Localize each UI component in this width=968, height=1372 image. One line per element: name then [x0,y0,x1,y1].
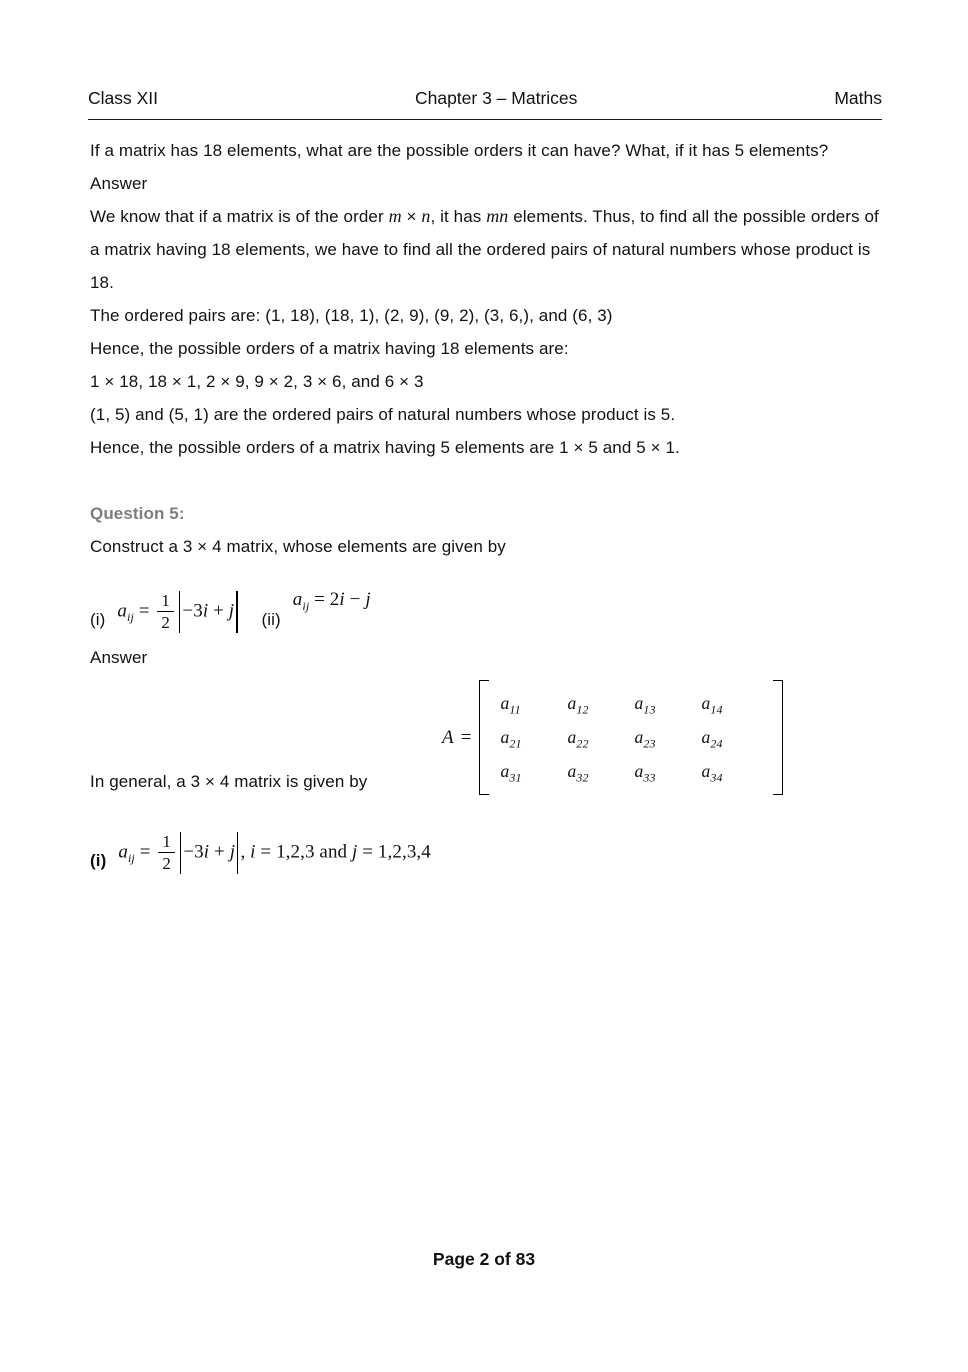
left-bracket [479,680,489,795]
var-j: j [352,841,358,863]
general-formula [118,832,431,874]
coefficient: −3 [182,600,203,622]
matrix-cell [635,688,702,719]
hence-5-line: Hence, the possible orders of a matrix having 5 elements are 1 × 5 and 5 × 1. [90,438,680,457]
fraction-denominator: 2 [161,613,171,633]
orders-18-line: 1 × 18, 18 × 1, 2 × 9, 9 × 2, 3 × 6, and 6 × 3 [90,372,424,391]
var-j: j [228,600,235,622]
fraction-numerator: 1 [158,832,175,854]
formula-i [117,591,239,633]
var-a: a [118,841,128,863]
explanation-paragraph [90,200,885,299]
hence-18-line: Hence, the possible orders of a matrix having 18 elements are: [90,339,569,358]
matrix-grid [489,680,773,795]
sub-ij: ij [302,598,310,613]
matrix-name: A [442,727,454,748]
header-subject: Maths [834,88,882,108]
fraction-one-half [157,591,174,633]
item-i-bold-label: (i) [90,851,107,870]
question-5-prompt: Construct a 3 × 4 matrix, whose elements are given by [90,537,506,556]
text-run: We know that if a matrix is of the order [90,207,389,226]
abs-bar-right [237,832,238,874]
entry-var: a [634,693,644,713]
item-i-label: (i) [90,610,106,629]
page-number: Page 2 of 83 [432,1249,536,1269]
entry-sub: 24 [710,736,723,751]
equals-sign: = [309,589,330,611]
general-formula-line [90,816,885,874]
entry-var: a [701,693,711,713]
entry-var: a [701,761,711,781]
matrix-cell [702,722,769,753]
var-n: n [421,206,431,226]
entry-var: a [567,761,577,781]
entry-sub: 14 [710,702,723,717]
question-4-text: If a matrix has 18 elements, what are the possible orders it can have? What, if it has 5 elements? [90,141,829,160]
item-ii-label: (ii) [261,610,281,629]
i-range: = 1,2,3 and [255,841,353,863]
abs-bar-left [179,591,180,633]
equals-sign: = [134,841,156,863]
fraction-one-half [158,832,175,874]
var-a: a [117,600,128,622]
var-i: i [202,600,209,622]
var-i: i [203,841,210,863]
sub-ij: ij [127,610,134,625]
coefficient: 2 [329,589,340,611]
matrix-cell [501,756,568,787]
question-5-formulas [90,575,885,633]
matrix-cell [635,756,702,787]
answer-label-q5: Answer [90,648,148,667]
formula-ii [293,588,371,614]
equals-sign: = [133,600,155,622]
entry-var: a [500,727,510,747]
var-a: a [292,589,303,611]
question-heading: Question 5: [90,504,185,523]
header-class: Class XII [88,88,159,108]
matrix-cell [501,722,568,753]
entry-sub: 22 [576,736,589,751]
text-run: elements. Thus, to find all the possible orders of a matrix having 18 elements, we have to find all the ordered pairs of natural numbers whose product is 18. [90,207,879,292]
entry-sub: 31 [509,770,522,785]
equals-sign: = [460,727,472,748]
entry-sub: 13 [643,702,656,717]
right-bracket [773,680,783,795]
page-header [88,88,882,120]
plus-sign: + [209,841,230,863]
var-mn: mn [486,206,509,226]
var-i: i [339,589,345,611]
entry-sub: 23 [643,736,656,751]
comma: , [240,841,251,863]
coefficient: −3 [183,841,204,863]
entry-sub: 12 [576,702,589,717]
pairs-5-line: (1, 5) and (5, 1) are the ordered pairs of natural numbers whose product is 5. [90,405,676,424]
entry-var: a [500,761,510,781]
abs-bar-left [180,832,181,874]
in-general-text: In general, a 3 × 4 matrix is given by [90,772,368,791]
page-content [90,134,885,874]
entry-var: a [634,727,644,747]
abs-bar-right [236,591,237,633]
entry-var: a [634,761,644,781]
entry-sub: 34 [710,770,723,785]
entry-var: a [567,693,577,713]
entry-sub: 33 [643,770,656,785]
entry-var: a [567,727,577,747]
fraction-denominator: 2 [162,854,171,874]
var-m: m [388,206,402,226]
answer-label-q4: Answer [90,174,148,193]
plus-sign: + [208,600,229,622]
var-j: j [365,589,371,611]
var-i: i [250,841,256,863]
text-run: , it has [430,207,487,226]
var-j: j [229,841,236,863]
matrix-cell [702,688,769,719]
entry-sub: 21 [509,736,522,751]
j-range: = 1,2,3,4 [357,841,431,863]
entry-sub: 11 [509,702,521,717]
matrix-cell [501,688,568,719]
times-sign: × [401,207,422,226]
entry-sub: 32 [576,770,589,785]
header-chapter-title: Chapter 3 – Matrices [414,88,578,108]
entry-var: a [701,727,711,747]
entry-var: a [500,693,510,713]
matrix-cell [568,722,635,753]
minus-sign: − [344,589,366,611]
matrix-cell [702,756,769,787]
vertical-spacer [90,464,885,497]
sub-ij: ij [127,851,135,866]
ordered-pairs-line: The ordered pairs are: (1, 18), (18, 1), (2, 9), (9, 2), (3, 6,), and (6, 3) [90,306,613,325]
matrix-section [90,680,885,800]
matrix-equation [442,680,783,795]
matrix-cell [568,688,635,719]
matrix-cell [635,722,702,753]
matrix-cell [568,756,635,787]
fraction-numerator: 1 [157,591,174,613]
